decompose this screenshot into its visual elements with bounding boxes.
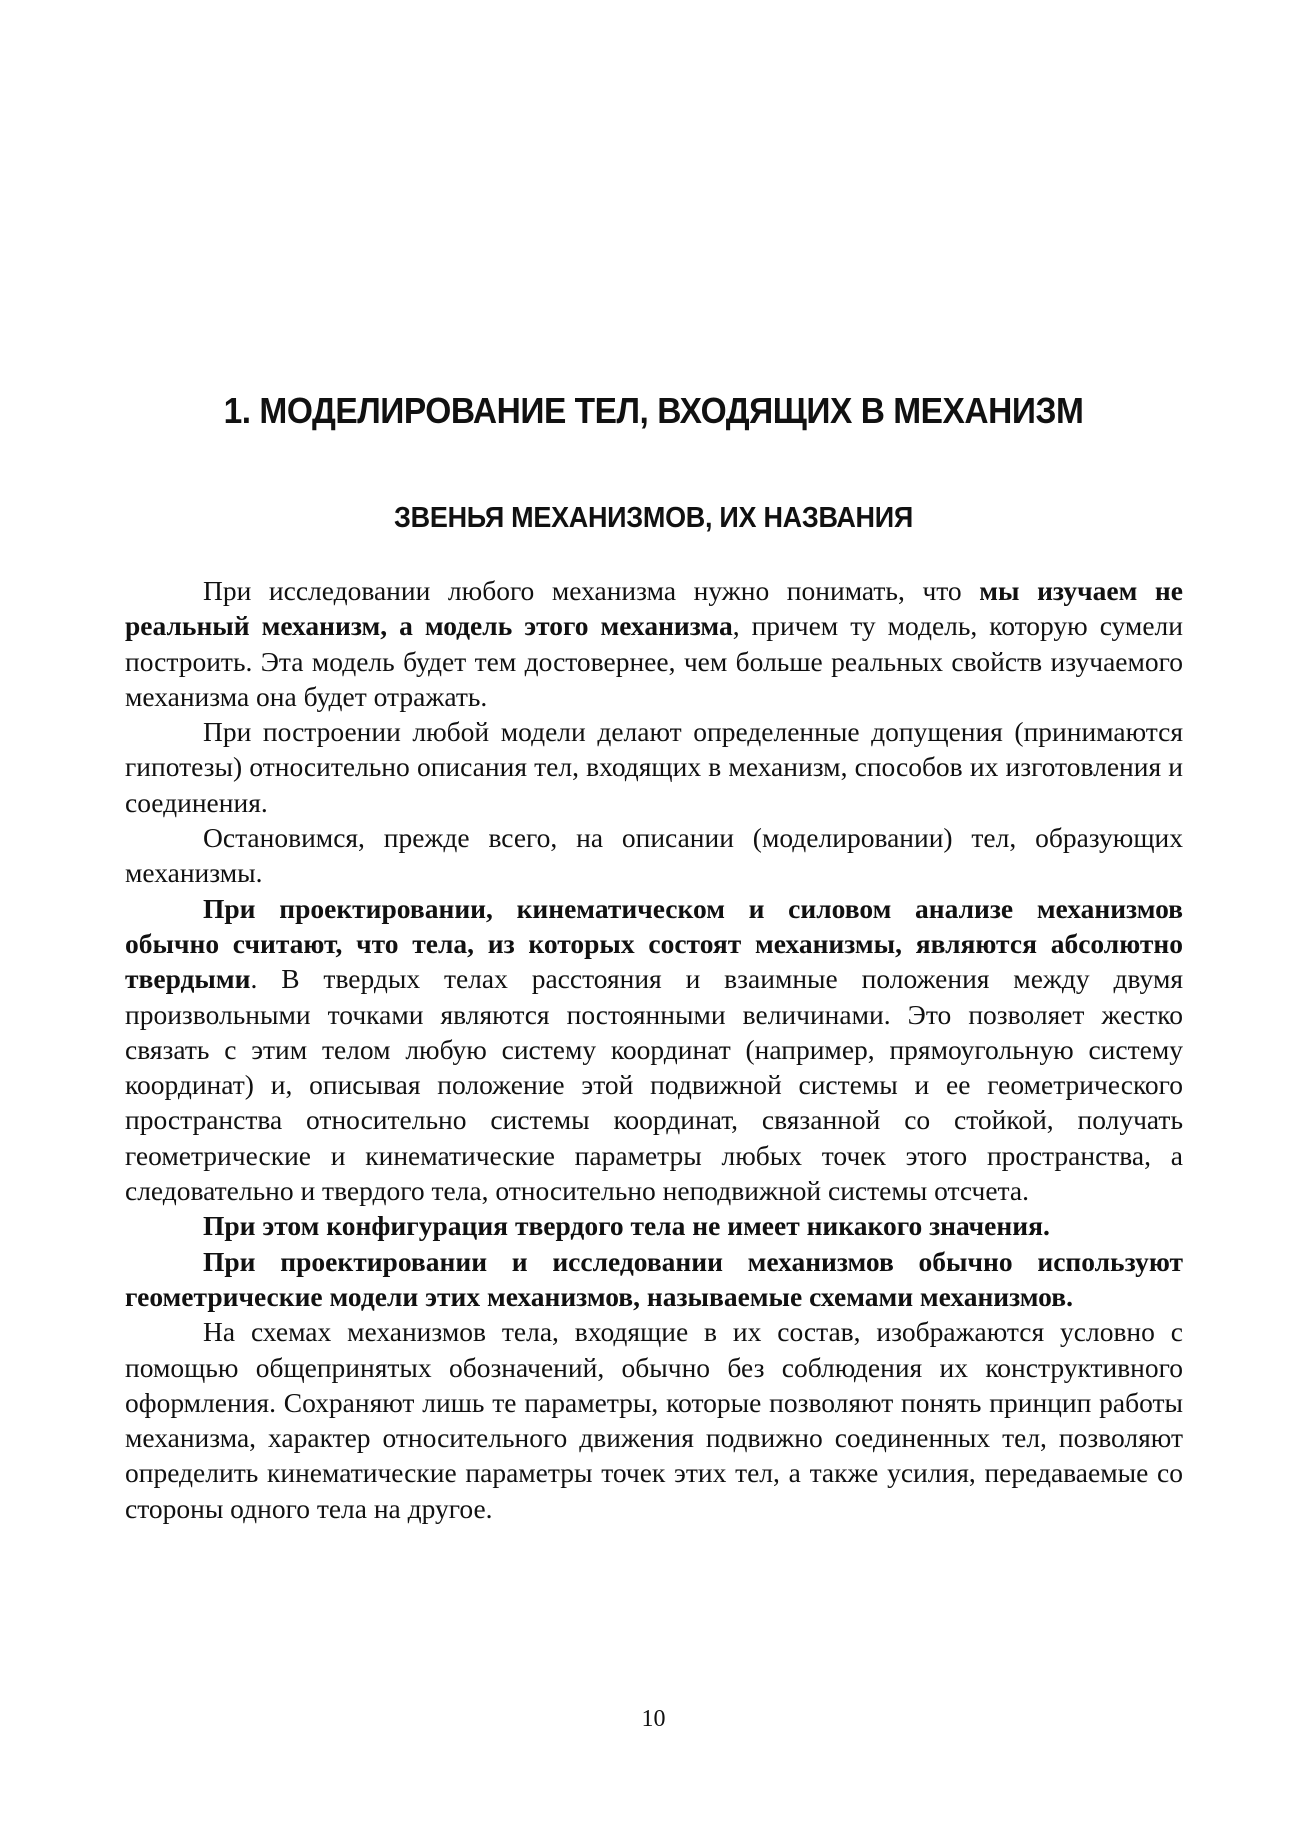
paragraph-5: [125, 1208, 1183, 1243]
paragraph-1: [125, 573, 1183, 714]
section-title: ЗВЕНЬЯ МЕХАНИЗМОВ, ИХ НАЗВАНИЯ: [394, 502, 913, 534]
paragraph-4: [125, 891, 1183, 1209]
paragraph-1-text-start: При исследовании любого механизма нужно понимать, что: [203, 575, 980, 606]
page-number: 10: [641, 1706, 666, 1732]
body-text: [125, 573, 1183, 1526]
paragraph-6: [125, 1244, 1183, 1315]
paragraph-1-emphasis: мы изучаем не реальный механизм, а модель этого механизма: [125, 575, 1183, 642]
chapter-title: 1. МОДЕЛИРОВАНИЕ ТЕЛ, ВХОДЯЩИХ В МЕХАНИЗМ: [223, 390, 1084, 431]
paragraph-2: При построении любой модели делают определенные допущения (принимаются гипотезы) относительно описания тел, входящих в механизм, способов их изготовления и соединения.: [125, 716, 1183, 818]
paragraph-6-emphasis: При проектировании и исследовании механизмов обычно используют геометрические модели этих механизмов, называемые схемами механизмов.: [125, 1245, 1183, 1312]
paragraph-4-emphasis: При проектировании, кинематическом и силовом анализе механизмов обычно считают, что тела, из которых состоят механизмы, являются абсолютно твердыми: [125, 892, 1183, 995]
paragraph-7: На схемах механизмов тела, входящие в их состав, изображаются условно с помощью общепринятых обозначений, обычно без соблюдения их конструктивного оформления. Сохраняют лишь те параметры, которые позволяют понять принцип работы механизма, характер относительного движения подвижно соединенных тел, позволяют определить кинематические параметры точек этих тел, а также усилия, передаваемые со стороны одного тела на другое.: [125, 1316, 1183, 1524]
paragraph-1-text-end: , причем ту модель, которую сумели построить. Эта модель будет тем достовернее, чем больше реальных свойств изучаемого механизма она будет отражать.: [125, 610, 1183, 712]
paragraph-3: Остановимся, прежде всего, на описании (моделировании) тел, образующих механизмы.: [125, 822, 1183, 889]
paragraph-4-text: . В твердых телах расстояния и взаимные положения между двумя произвольными точками являются постоянными величинами. Это позволяет жестко связать с этим телом любую систему координат (например, прямоугольную систему координат) и, описывая положение этой подвижной системы и ее геометрического пространства относительно системы координат, связанной со стойкой, получать геометрические и кинематические параметры любых точек этого пространства, а следовательно и твердого тела, относительно неподвижной системы отсчета.: [125, 963, 1183, 1207]
paragraph-5-emphasis: При этом конфигурация твердого тела не имеет никакого значения.: [203, 1210, 1050, 1242]
